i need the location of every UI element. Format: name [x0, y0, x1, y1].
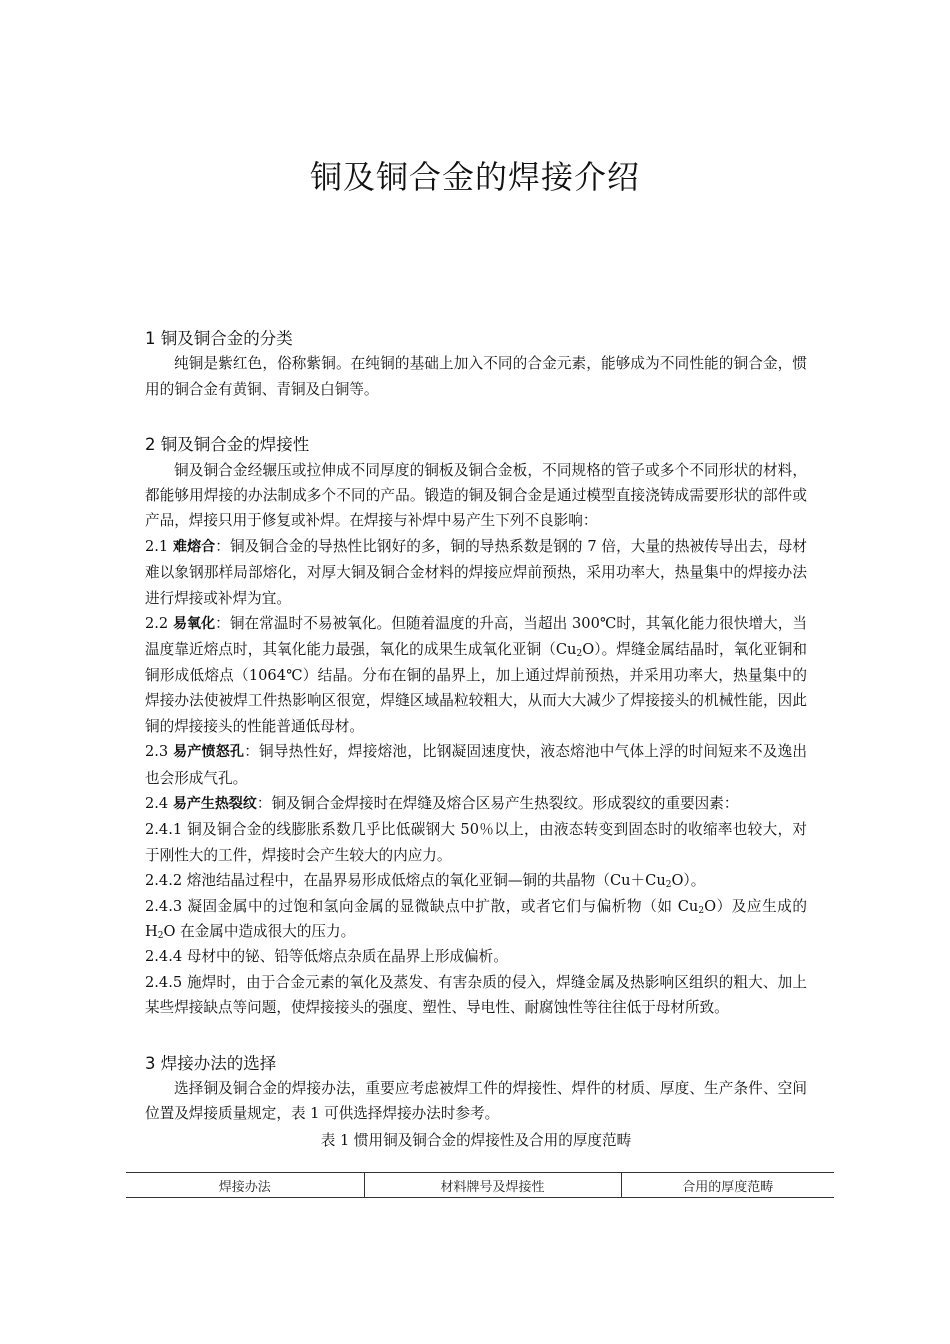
table-header-cell: 合用的厚度范畴 [621, 1173, 834, 1198]
section-2-intro: 铜及铜合金经辗压或拉伸成不同厚度的铜板及铜合金板，不同规格的管子或多个不同形状的材料，都能够用焊接的办法制成多个不同的产品。锻造的铜及铜合金是通过模型直接浇铸成需要形状的部件或产品，焊接只用于修复或补焊。在焊接与补焊中易产生下列不良影响： [145, 461, 807, 530]
subsection-2-3-label: 易产愤怒孔 [173, 744, 245, 761]
subsection-2-2-label: 易氧化 [172, 616, 216, 633]
welding-methods-table [126, 1172, 834, 1198]
section-1-paragraph: 纯铜是紫红色，俗称紫铜。在纯铜的基础上加入不同的合金元素，能够成为不同性能的铜合金，惯用的铜合金有黄铜、青铜及白铜等。 [145, 355, 807, 398]
subscript: 2 [576, 649, 583, 660]
subsection-2-2-text-b: O）。焊缝金属结晶时，氧化亚铜和铜形成低熔点（1064℃）结晶。分布在铜的晶界上，加上通过焊前预热，并采用功率大，热量集中的焊接办法使被焊工件热影响区很宽，焊缝区域晶粒较粗大，从而大大减少了焊接接头的机械性能，因此铜的焊接接头的性能普通低母材。 [145, 641, 807, 735]
subsection-2-4-4: 2.4.4 母材中的铋、铅等低熔点杂质在晶界上形成偏析。 [145, 948, 508, 966]
section-3-paragraph: 选择铜及铜合金的焊接办法，重要应考虑被焊工件的焊接性、焊件的材质、厚度、生产条件、空间位置及焊接质量规定，表 1 可供选择焊接办法时参考。 [145, 1079, 807, 1123]
table-header-row [126, 1173, 834, 1198]
subsection-2-4 [145, 791, 807, 817]
subsection-2-4-2 [145, 868, 807, 893]
subsection-2-4-3 [145, 894, 807, 945]
subsection-2-3-text: ：铜导热性好，焊接熔池，比钢凝固速度快，液态熔池中气体上浮的时间短来不及逸出也会形成气孔。 [145, 743, 808, 787]
subsection-2-4-3-text-b: O）及应生成的 H [145, 897, 808, 940]
subscript: 2 [665, 880, 672, 891]
subsection-2-4-5: 2.4.5 施焊时，由于合金元素的氧化及蒸发、有害杂质的侵入，焊缝金属及热影响区组织的粗大、加上某些焊接缺点等问题，使焊接接头的强度、塑性、导电性、耐腐蚀性等往往低于母材所致。 [145, 973, 807, 1017]
subsection-2-4-label: 易产生热裂纹 [172, 795, 257, 812]
subsection-2-2-number: 2.2 [145, 615, 169, 633]
subsection-2-1 [145, 534, 807, 611]
table-header-cell: 焊接办法 [126, 1173, 364, 1198]
table-caption: 表 1 惯用铜及铜合金的焊接性及合用的厚度范畴 [320, 1131, 632, 1149]
section-3-heading: 3 焊接办法的选择 [145, 1053, 277, 1073]
subsection-2-3 [145, 739, 807, 791]
subsection-2-4-1: 2.4.1 铜及铜合金的线膨胀系数几乎比低碳钢大 50％以上，由液态转变到固态时的收缩率也较大，对于刚性大的工件，焊接时会产生较大的内应力。 [145, 821, 807, 864]
subsection-2-4-2-text-b: O）。 [671, 872, 706, 890]
table-header-cell: 材料牌号及焊接性 [364, 1173, 621, 1198]
section-2-heading: 2 铜及铜合金的焊接性 [145, 435, 310, 455]
subscript: 2 [698, 905, 705, 916]
document-body [145, 326, 807, 1153]
subscript: 2 [157, 930, 164, 941]
subsection-2-4-3-text-c: O 在金属中造成很大的压力。 [163, 922, 356, 940]
section-1-heading: 1 铜及铜合金的分类 [145, 329, 293, 348]
subsection-2-4-text: ：铜及铜合金焊接时在焊缝及熔合区易产生热裂纹。形成裂纹的重要因素： [256, 794, 739, 812]
subsection-2-3-number: 2.3 [145, 743, 169, 761]
subsection-2-2-text-a: ：铜在常温时不易被氧化。但随着温度的升高，当超出 300℃时，其氧化能力很快增大，当温度靠近熔点时，其氧化能力最强，氧化的成果生成氧化亚铜（Cu [145, 615, 807, 659]
document-title: 铜及铜合金的焊接介绍 [309, 158, 640, 196]
subsection-2-4-number: 2.4 [145, 794, 169, 812]
subsection-2-1-number: 2.1 [145, 537, 169, 555]
subsection-2-1-label: 难熔合 [172, 538, 216, 555]
subsection-2-4-2-text-a: 2.4.2 熔池结晶过程中，在晶界易形成低熔点的氧化亚铜—铜的共晶物（Cu＋Cu [145, 872, 666, 890]
subsection-2-4-3-text-a: 2.4.3 凝固金属中的过饱和氢向金属的显微缺点中扩散，或者它们与偏析物（如 Cu [145, 897, 699, 915]
subsection-2-1-text: ：铜及铜合金的导热性比钢好的多，铜的导热系数是钢的 7 倍，大量的热被传导出去，母材难以象钢那样局部熔化，对厚大铜及铜合金材料的焊接应焊前预热，采用功率大，热量集中的焊接办法进行焊接或补焊为宜。 [145, 537, 808, 607]
subsection-2-2 [145, 611, 807, 739]
